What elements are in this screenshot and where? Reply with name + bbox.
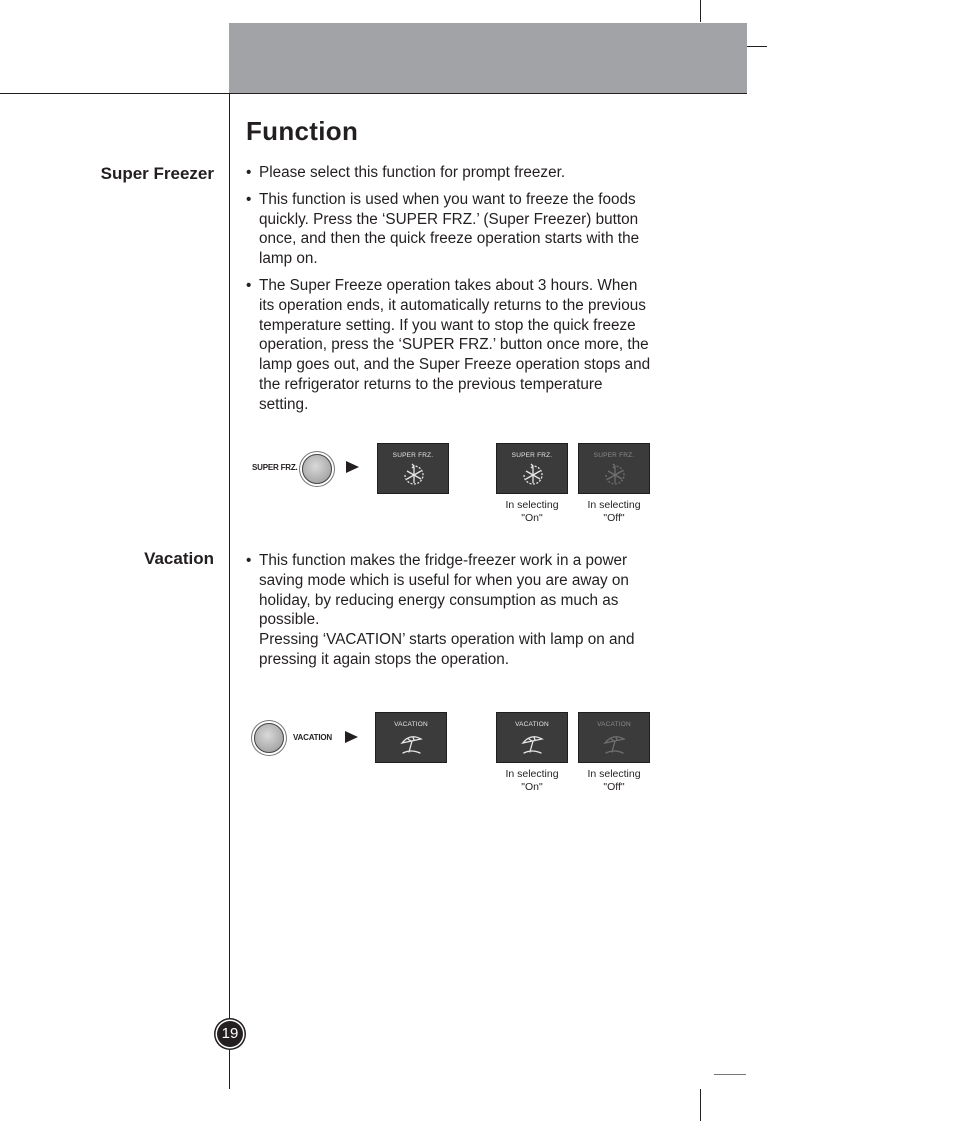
margin-rule xyxy=(229,23,230,1089)
beach-umbrella-icon xyxy=(398,730,426,758)
vacation-label: Vacation xyxy=(144,549,214,568)
arrow-icon xyxy=(346,461,359,473)
vacation-panel xyxy=(375,712,447,763)
vacation-panel-on xyxy=(496,712,568,763)
super-frz-panel-on xyxy=(496,443,568,494)
bullet-text: This function is used when you want to freeze the foods quickly. Press the ‘SUPER FRZ.’ (Super Freezer) button once, and then the quick freeze operation starts with the lamp on. xyxy=(259,190,640,268)
vacation-button[interactable] xyxy=(254,723,284,753)
panel-label: VACATION xyxy=(597,721,631,728)
caption-off xyxy=(578,499,650,524)
vacation-button-label: VACATION xyxy=(293,733,332,742)
caption-line: "Off" xyxy=(603,780,625,793)
super-freezer-body xyxy=(246,163,656,422)
super-frz-button-label: SUPER FRZ. xyxy=(252,463,298,472)
caption-off xyxy=(578,768,650,793)
super-frz-panel-off xyxy=(578,443,650,494)
list-item: • This function is used when you want to freeze the foods quickly. Press the ‘SUPER FRZ.’ (Super Freezer) button once, and then the quick freeze operation starts with the lamp on. xyxy=(246,190,656,269)
list-item: • Please select this function for prompt freezer. xyxy=(246,163,656,183)
vacation-body xyxy=(246,551,656,677)
beach-umbrella-icon xyxy=(601,730,629,758)
header-title: Operation xyxy=(756,58,858,84)
header-band xyxy=(229,23,747,93)
caption-on xyxy=(496,768,568,793)
section-title: Function xyxy=(246,116,359,146)
panel-label: SUPER FRZ. xyxy=(392,452,434,459)
super-freezer-label: Super Freezer xyxy=(100,164,214,183)
crop-mark-top xyxy=(700,0,701,22)
super-frz-button[interactable] xyxy=(302,454,332,484)
snowflake-icon xyxy=(601,461,629,489)
snowflake-icon xyxy=(519,461,547,489)
super-frz-panel xyxy=(377,443,449,494)
crop-mark-bottom xyxy=(700,1089,701,1121)
arrow-icon xyxy=(345,731,358,743)
panel-label: SUPER FRZ. xyxy=(511,452,553,459)
crop-mark-bottom-right xyxy=(714,1074,746,1075)
header-rule xyxy=(0,93,747,94)
caption-line: In selecting xyxy=(505,499,559,511)
snowflake-icon xyxy=(400,461,428,489)
list-item: • The Super Freeze operation takes about 3 hours. When its operation ends, it automatically returns to the previous temperature setting. If you want to stop the quick freeze operation, press the ‘SUPER FRZ.’ button once more, the lamp goes out, and the Super Freeze operation stops and the refrigerator returns to the previous temperature setting. xyxy=(246,276,656,415)
bullet-text: This function makes the fridge-freezer work in a power saving mode which is useful for when you are away on holiday, by reducing energy consumption as much as possible. xyxy=(259,552,629,629)
list-item: • This function makes the fridge-freezer work in a power saving mode which is useful for when you are away on holiday, by reducing energy consumption as much as possible. Pressing ‘VACATION’ starts operation with lamp on and pressing it again stops the operation. xyxy=(246,551,656,670)
caption-line: "On" xyxy=(521,511,543,524)
panel-label: SUPER FRZ. xyxy=(593,452,635,459)
caption-line: In selecting xyxy=(587,499,641,511)
vacation-panel-off xyxy=(578,712,650,763)
caption-on xyxy=(496,499,568,524)
bullet-text: Pressing ‘VACATION’ starts operation with lamp on and pressing it again stops the operation. xyxy=(259,631,635,668)
caption-line: "Off" xyxy=(603,511,625,524)
page-number: 19 xyxy=(217,1021,243,1047)
beach-umbrella-icon xyxy=(519,730,547,758)
caption-line: In selecting xyxy=(505,768,559,780)
bullet-text: The Super Freeze operation takes about 3 hours. When its operation ends, it automatically returns to the previous temperature setting. If you want to stop the quick freeze operation, press the ‘SUPER FRZ.’ button once more, the lamp goes out, and the Super Freeze operation stops and the refrigerator returns to the previous temperature setting. xyxy=(259,276,651,413)
bullet-text: Please select this function for prompt freezer. xyxy=(259,164,566,181)
caption-line: In selecting xyxy=(587,768,641,780)
caption-line: "On" xyxy=(521,780,543,793)
panel-label: VACATION xyxy=(394,721,428,728)
panel-label: VACATION xyxy=(515,721,549,728)
